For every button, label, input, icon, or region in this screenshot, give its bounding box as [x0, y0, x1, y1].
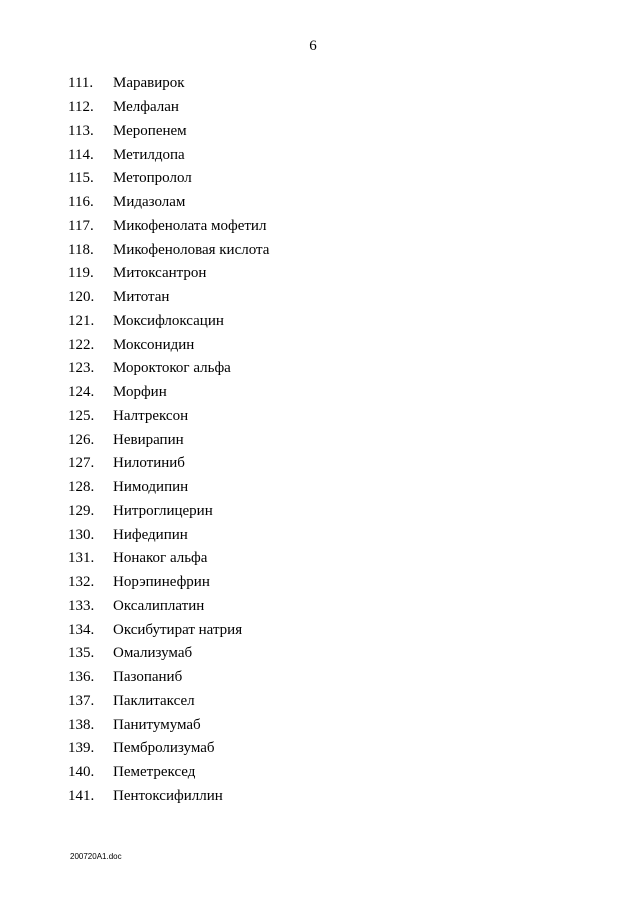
item-number: 121.	[68, 312, 95, 329]
item-number: 141.	[68, 787, 95, 804]
drug-name: Пазопаниб	[113, 669, 183, 686]
list-item	[68, 120, 269, 144]
item-number: 128.	[68, 479, 95, 496]
drug-name: Митотан	[113, 289, 170, 306]
list-item	[68, 428, 269, 452]
item-number: 139.	[68, 740, 95, 757]
list-item	[68, 238, 269, 262]
list-item	[68, 381, 269, 405]
item-number: 120.	[68, 289, 95, 306]
drug-name: Моксифлоксацин	[113, 312, 224, 329]
list-item	[68, 333, 269, 357]
list-item	[68, 452, 269, 476]
list-item	[68, 191, 269, 215]
item-number: 118.	[68, 241, 94, 258]
list-item	[68, 262, 269, 286]
drug-name: Нитроглицерин	[113, 502, 213, 519]
item-number: 122.	[68, 336, 95, 353]
item-number: 116.	[68, 194, 94, 211]
drug-name: Моксонидин	[113, 336, 195, 353]
drug-name: Митоксантрон	[113, 265, 207, 282]
item-number: 133.	[68, 597, 95, 614]
item-number: 115.	[68, 170, 94, 187]
list-item	[68, 737, 269, 761]
list-item	[68, 405, 269, 429]
drug-name: Метилдопа	[113, 146, 185, 163]
item-number: 114.	[68, 146, 94, 163]
list-item	[68, 167, 269, 191]
drug-name: Меропенем	[113, 122, 187, 139]
list-item	[68, 72, 269, 96]
drug-name: Мидазолам	[113, 194, 186, 211]
drug-name: Налтрексон	[113, 407, 189, 424]
list-item	[68, 286, 269, 310]
drug-name: Омализумаб	[113, 645, 193, 662]
list-item	[68, 143, 269, 167]
footer-filename: 200720A1.doc	[70, 852, 122, 861]
list-item	[68, 690, 269, 714]
drug-list	[68, 72, 269, 808]
item-number: 124.	[68, 384, 95, 401]
item-number: 131.	[68, 550, 95, 567]
drug-name: Норэпинефрин	[113, 574, 210, 591]
list-item	[68, 595, 269, 619]
drug-name: Нилотиниб	[113, 455, 185, 472]
drug-name: Невирапин	[113, 431, 184, 448]
item-number: 112.	[68, 99, 94, 116]
list-item	[68, 761, 269, 785]
item-number: 113.	[68, 122, 94, 139]
list-item	[68, 547, 269, 571]
drug-name: Нифедипин	[113, 526, 188, 543]
list-item	[68, 523, 269, 547]
drug-name: Мелфалан	[113, 99, 179, 116]
list-item	[68, 500, 269, 524]
drug-name: Оксибутират натрия	[113, 621, 243, 638]
item-number: 140.	[68, 764, 95, 781]
list-item	[68, 642, 269, 666]
list-item	[68, 96, 269, 120]
item-number: 135.	[68, 645, 95, 662]
drug-name: Морфин	[113, 384, 167, 401]
drug-name: Нимодипин	[113, 479, 189, 496]
drug-name: Микофеноловая кислота	[113, 241, 270, 258]
drug-name: Паклитаксел	[113, 692, 195, 709]
item-number: 125.	[68, 407, 95, 424]
list-item	[68, 357, 269, 381]
list-item	[68, 618, 269, 642]
item-number: 127.	[68, 455, 95, 472]
drug-name: Пеметрексед	[113, 764, 196, 781]
item-number: 129.	[68, 502, 95, 519]
item-number: 130.	[68, 526, 95, 543]
drug-name: Пентоксифиллин	[113, 787, 223, 804]
item-number: 119.	[68, 265, 94, 282]
list-item	[68, 310, 269, 334]
drug-name: Пембролизумаб	[113, 740, 215, 757]
drug-name: Маравирок	[113, 75, 185, 92]
page-number: 6	[309, 38, 317, 54]
item-number: 136.	[68, 669, 95, 686]
list-item	[68, 713, 269, 737]
list-item	[68, 666, 269, 690]
item-number: 137.	[68, 692, 95, 709]
drug-name: Метопролол	[113, 170, 192, 187]
list-item	[68, 785, 269, 809]
list-item	[68, 571, 269, 595]
drug-name: Мороктоког альфа	[113, 360, 231, 377]
item-number: 117.	[68, 217, 94, 234]
item-number: 132.	[68, 574, 95, 591]
drug-name: Панитумумаб	[113, 716, 201, 733]
list-item	[68, 215, 269, 239]
drug-name: Оксалиплатин	[113, 597, 205, 614]
item-number: 123.	[68, 360, 95, 377]
drug-name: Микофенолата мофетил	[113, 217, 267, 234]
item-number: 126.	[68, 431, 95, 448]
drug-name: Нонаког альфа	[113, 550, 208, 567]
item-number: 111.	[68, 75, 94, 92]
item-number: 138.	[68, 716, 95, 733]
list-item	[68, 476, 269, 500]
item-number: 134.	[68, 621, 95, 638]
